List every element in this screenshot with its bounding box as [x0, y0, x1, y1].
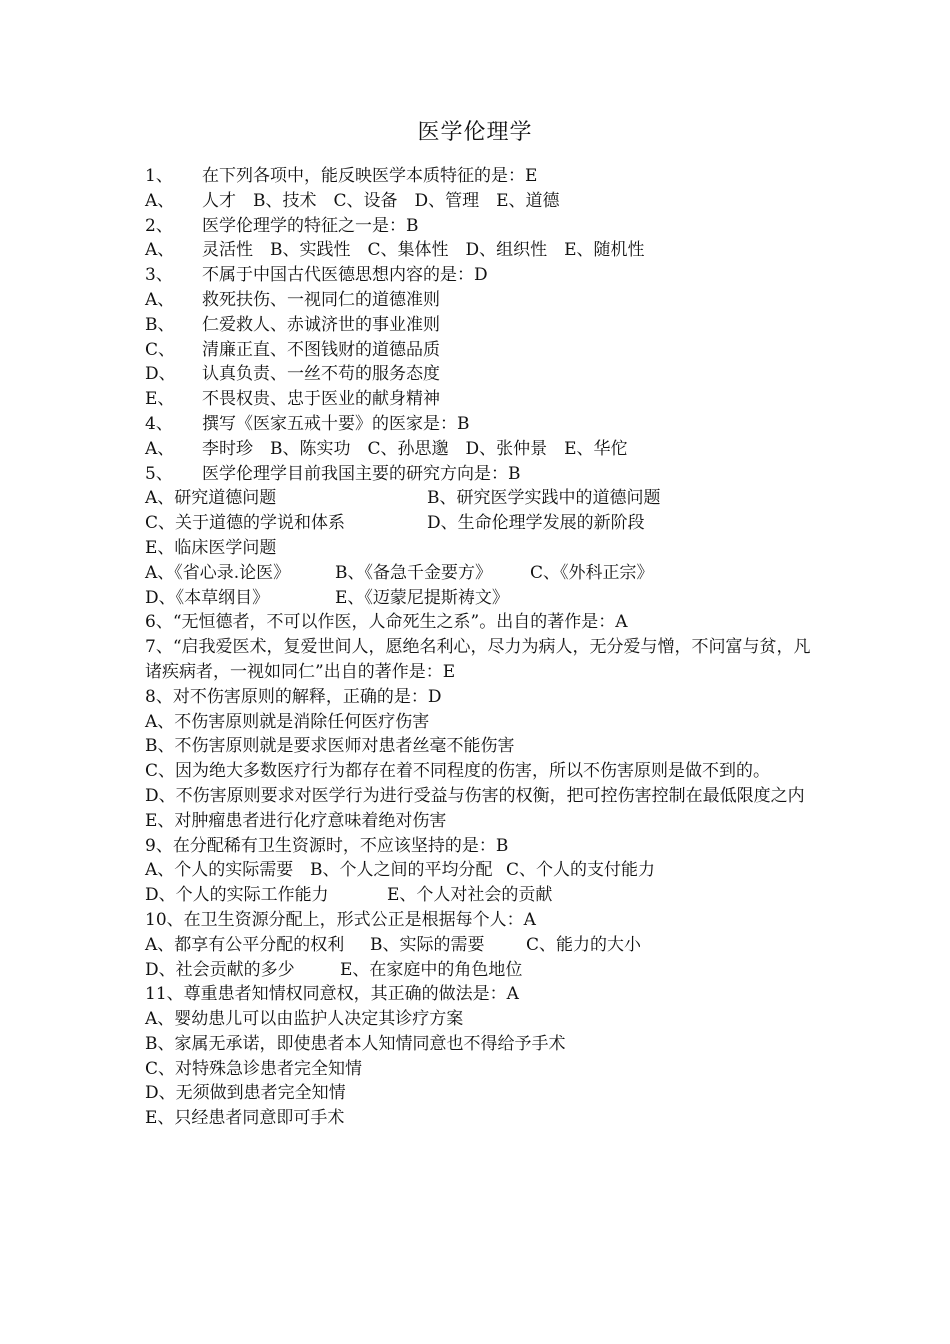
option-letter: B、	[145, 314, 175, 335]
option-e: E、个人对社会的贡献	[387, 885, 553, 906]
option-a	[145, 288, 813, 313]
option-letter: A、	[145, 289, 175, 310]
option-c: C、个人的支付能力	[506, 860, 656, 881]
option-d: D、个人的实际工作能力	[145, 885, 329, 906]
question-text: 撰写《医家五戒十要》的医家是：B	[202, 413, 470, 434]
question-11: 11、尊重患者知情权同意权，其正确的做法是：A	[145, 984, 519, 1005]
question-4	[145, 412, 813, 437]
option-c: C、关于道德的学说和体系	[145, 513, 346, 534]
question-6: 6、“无恒德者，不可以作医，人命死生之系”。出自的著作是：A	[145, 612, 628, 633]
option-b: B、实际的需要	[370, 934, 485, 955]
page-title: 医学伦理学	[417, 120, 533, 145]
options-line	[145, 511, 813, 536]
option-e: E、只经患者同意即可手术	[145, 1108, 345, 1129]
option-c	[145, 338, 813, 363]
options-line	[145, 437, 813, 462]
question-7	[145, 635, 813, 685]
option-text: 人才 B、技术 C、设备 D、管理 E、道德	[202, 190, 560, 211]
option-letter: E、	[145, 389, 175, 410]
option-d	[145, 362, 813, 387]
option-e: E、在家庭中的角色地位	[340, 959, 523, 980]
option-text: C、因为绝大多数医疗行为都存在着不同程度的伤害，所以不伤害原则是做不到的。	[145, 761, 771, 782]
question-number: 2、	[145, 215, 173, 236]
option-b: B、研究医学实践中的道德问题	[427, 488, 661, 509]
question-number: 5、	[145, 463, 173, 484]
question-text: 不属于中国古代医德思想内容的是：D	[202, 265, 488, 286]
option-e: E、临床医学问题	[145, 537, 277, 558]
options-line	[145, 238, 813, 263]
option-a: A、《省心录.论医》	[145, 562, 291, 583]
option-letter: A、	[145, 240, 175, 261]
options-line	[145, 933, 813, 958]
question-number: 1、	[145, 166, 173, 186]
option-text: 认真负责、一丝不苟的服务态度	[202, 364, 440, 385]
option-text: 不畏权贵、忠于医业的献身精神	[202, 389, 440, 410]
question-text: 7、“启我爱医术，复爱世间人，愿绝名利心，尽力为病人，无分爱与憎，不问富与贫，凡诸疾病者，一视如同仁”出自的著作是：E	[145, 637, 811, 682]
option-letter: D、	[145, 364, 176, 385]
option-c: C、《外科正宗》	[530, 562, 654, 583]
option-c: C、对特殊急诊患者完全知情	[145, 1058, 363, 1079]
question-5	[145, 462, 813, 487]
option-c: C、能力的大小	[526, 934, 642, 955]
option-e: E、《迈蒙尼提斯祷文》	[335, 587, 509, 608]
options-line	[145, 189, 813, 214]
options-line	[145, 586, 813, 611]
question-number: 4、	[145, 413, 173, 434]
option-letter: A、	[145, 190, 175, 211]
option-b	[145, 313, 813, 338]
option-a: A、都享有公平分配的权利	[145, 934, 345, 955]
question-8: 8、对不伤害原则的解释，正确的是：D	[145, 686, 442, 707]
options-line	[145, 958, 813, 983]
option-d: D、无须做到患者完全知情	[145, 1083, 346, 1104]
option-text: 李时珍 B、陈实功 C、孙思邈 D、张仲景 E、华佗	[202, 438, 628, 459]
option-d	[145, 784, 813, 809]
question-number: 3、	[145, 265, 173, 286]
option-b: B、个人之间的平均分配	[310, 860, 493, 881]
options-line	[145, 883, 813, 908]
option-text: 灵活性 B、实践性 C、集体性 D、组织性 E、随机性	[202, 240, 645, 261]
options-line	[145, 561, 813, 586]
option-e: E、对肿瘤患者进行化疗意味着绝对伤害	[145, 810, 447, 831]
question-2	[145, 214, 813, 239]
option-text: D、不伤害原则要求对医学行为进行受益与伤害的权衡，把可控伤害控制在最低限度之内	[145, 785, 805, 806]
option-text: 清廉正直、不图钱财的道德品质	[202, 339, 440, 360]
option-text: 救死扶伤、一视同仁的道德准则	[202, 289, 440, 310]
question-text: 医学伦理学目前我国主要的研究方向是：B	[202, 463, 521, 484]
option-a: A、研究道德问题	[145, 488, 277, 509]
option-letter: A、	[145, 438, 175, 459]
question-text: 在下列各项中，能反映医学本质特征的是：E	[202, 166, 538, 186]
question-10: 10、在卫生资源分配上，形式公正是根据每个人：A	[145, 909, 536, 930]
option-d: D、社会贡献的多少	[145, 959, 295, 980]
question-list	[145, 164, 813, 1131]
option-d: D、《本草纲目》	[145, 587, 270, 608]
question-9: 9、在分配稀有卫生资源时，不应该坚持的是：B	[145, 835, 509, 856]
option-b: B、《备急千金要方》	[335, 562, 492, 583]
option-a: A、不伤害原则就是消除任何医疗伤害	[145, 711, 430, 732]
question-3	[145, 263, 813, 288]
question-text: 医学伦理学的特征之一是：B	[202, 215, 419, 236]
option-b: B、不伤害原则就是要求医师对患者丝毫不能伤害	[145, 736, 515, 757]
options-line	[145, 486, 813, 511]
option-d: D、生命伦理学发展的新阶段	[427, 513, 645, 534]
option-c	[145, 759, 813, 784]
options-line	[145, 858, 813, 883]
option-e	[145, 387, 813, 412]
option-b: B、家属无承诺，即使患者本人知情同意也不得给予手术	[145, 1033, 566, 1054]
question-1	[145, 164, 813, 189]
option-letter: C、	[145, 339, 176, 360]
option-a: A、个人的实际需要	[145, 860, 294, 881]
option-a: A、婴幼患儿可以由监护人决定其诊疗方案	[145, 1009, 464, 1030]
option-text: 仁爱救人、赤诚济世的事业准则	[202, 314, 440, 335]
